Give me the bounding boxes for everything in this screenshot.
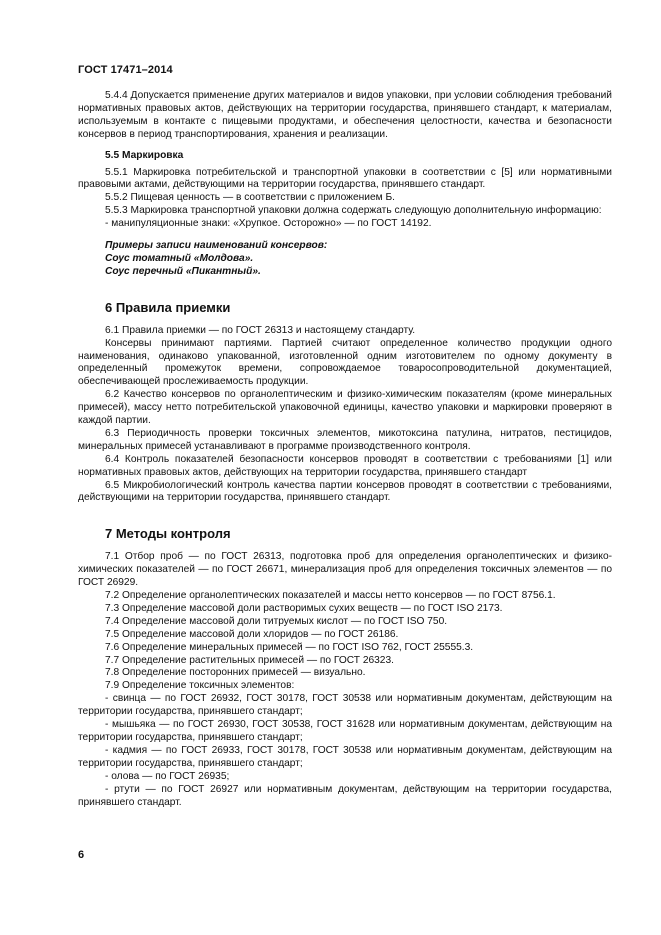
list-item-mercury: - ртути — по ГОСТ 26927 или нормативным документам, действующим на территории государства, принявшего стандарт.	[78, 783, 612, 808]
paragraph-5-4-4: 5.4.4 Допускается применение других материалов и видов упаковки, при условии соблюдения требований нормативных правовых актов, действующих на территории государства, принявшего стандарт, к материалам, используемым в контакте с пищевыми продуктами, и обеспечения целостности, качества и безопасности консервов в период транспортирования, хранения и реализации.	[78, 90, 612, 140]
subsection-heading-5-5: 5.5 Маркировка	[105, 149, 184, 161]
example-item: Соус перечный «Пикантный».	[105, 265, 261, 277]
paragraph-7-1: 7.1 Отбор проб — по ГОСТ 26313, подготовка проб для определения органолептических и физико-химических показателей — по ГОСТ 26671, минерализация проб для определения токсичных элементов — по ГОСТ 26929.	[78, 551, 612, 589]
paragraph-7-4: 7.4 Определение массовой доли титруемых кислот — по ГОСТ ISO 750.	[105, 615, 448, 627]
paragraph-6-4: 6.4 Контроль показателей безопасности консервов проводят в соответствии с требованиями [1] или нормативных правовых актов, действующих на территории государства, принявшего стандарт	[78, 453, 612, 478]
examples-heading: Примеры записи наименований консервов:	[105, 240, 328, 252]
section-title-7: 7 Методы контроля	[105, 526, 231, 542]
list-item-arsenic: - мышьяка — по ГОСТ 26930, ГОСТ 30538, ГОСТ 31628 или нормативным документам, действующим на территории государства, принявшего стандарт;	[78, 719, 612, 743]
list-item-tin: - олова — по ГОСТ 26935;	[105, 770, 230, 782]
list-item-lead: - свинца — по ГОСТ 26932, ГОСТ 30178, ГОСТ 30538 или нормативным документам, действующим на территории государства, принявшего стандарт;	[78, 693, 612, 718]
list-item-cadmium: - кадмия — по ГОСТ 26933, ГОСТ 30178, ГОСТ 30538 или нормативным документам, действующим на территории государства, принявшего стандарт;	[78, 744, 612, 769]
paragraph-6-5: 6.5 Микробиологический контроль качества партии консервов проводят в соответствии с требованиями, действующими на территории государства, принявшего стандарт.	[78, 479, 612, 504]
paragraph-5-5-3: 5.5.3 Маркировка транспортной упаковки должна содержать следующую дополнительную информацию:	[105, 205, 602, 217]
paragraph-5-5-2: 5.5.2 Пищевая ценность — в соответствии с приложением Б.	[105, 192, 395, 204]
paragraph-7-5: 7.5 Определение массовой доли хлоридов — по ГОСТ 26186.	[105, 628, 399, 640]
page-number: 6	[78, 849, 85, 861]
document-body	[78, 90, 612, 809]
paragraph-6-1: 6.1 Правила приемки — по ГОСТ 26313 и настоящему стандарту.	[105, 324, 416, 336]
paragraph-5-5-1: 5.5.1 Маркировка потребительской и транспортной упаковки в соответствии с [5] или нормативными правовыми актами, действующими на территории государства, принявшего стандарт.	[78, 166, 612, 191]
example-item: Соус томатный «Молдова».	[105, 252, 254, 264]
section-title-6: 6 Правила приемки	[105, 299, 231, 315]
list-item-handling-marks: - манипуляционные знаки: «Хрупкое. Осторожно» — по ГОСТ 14192.	[105, 218, 432, 230]
paragraph-7-7: 7.7 Определение растительных примесей — по ГОСТ 26323.	[105, 654, 394, 666]
document-header: ГОСТ 17471–2014	[78, 64, 173, 76]
paragraph-7-2: 7.2 Определение органолептических показателей и массы нетто консервов — по ГОСТ 8756.1.	[105, 590, 556, 601]
paragraph-6-2: 6.2 Качество консервов по органолептическим и физико-химическим показателям (кроме минеральных примесей), массу нетто потребительской упаковочной единицы, качество упаковки и маркировки проверяют в каждой партии.	[78, 389, 612, 427]
paragraph-7-9: 7.9 Определение токсичных элементов:	[105, 680, 295, 692]
paragraph-lot-definition: Консервы принимают партиями. Партией считают определенное количество продукции одного наименования, одинаково упакованной, изготовленной одним изготовителем по одному документу в определенный промежуток времени, сопровождаемое товаросопроводительной документацией, обеспечивающей прослеживаемость продукции.	[78, 337, 612, 388]
paragraph-7-6: 7.6 Определение минеральных примесей — по ГОСТ ISO 762, ГОСТ 25555.3.	[105, 641, 474, 653]
paragraph-7-8: 7.8 Определение посторонних примесей — визуально.	[105, 667, 366, 679]
paragraph-6-3: 6.3 Периодичность проверки токсичных элементов, микотоксина патулина, нитратов, пестицидов, минеральных примесей устанавливают в программе производственного контроля.	[78, 427, 612, 452]
paragraph-7-3: 7.3 Определение массовой доли растворимых сухих веществ — по ГОСТ ISO 2173.	[105, 602, 503, 614]
